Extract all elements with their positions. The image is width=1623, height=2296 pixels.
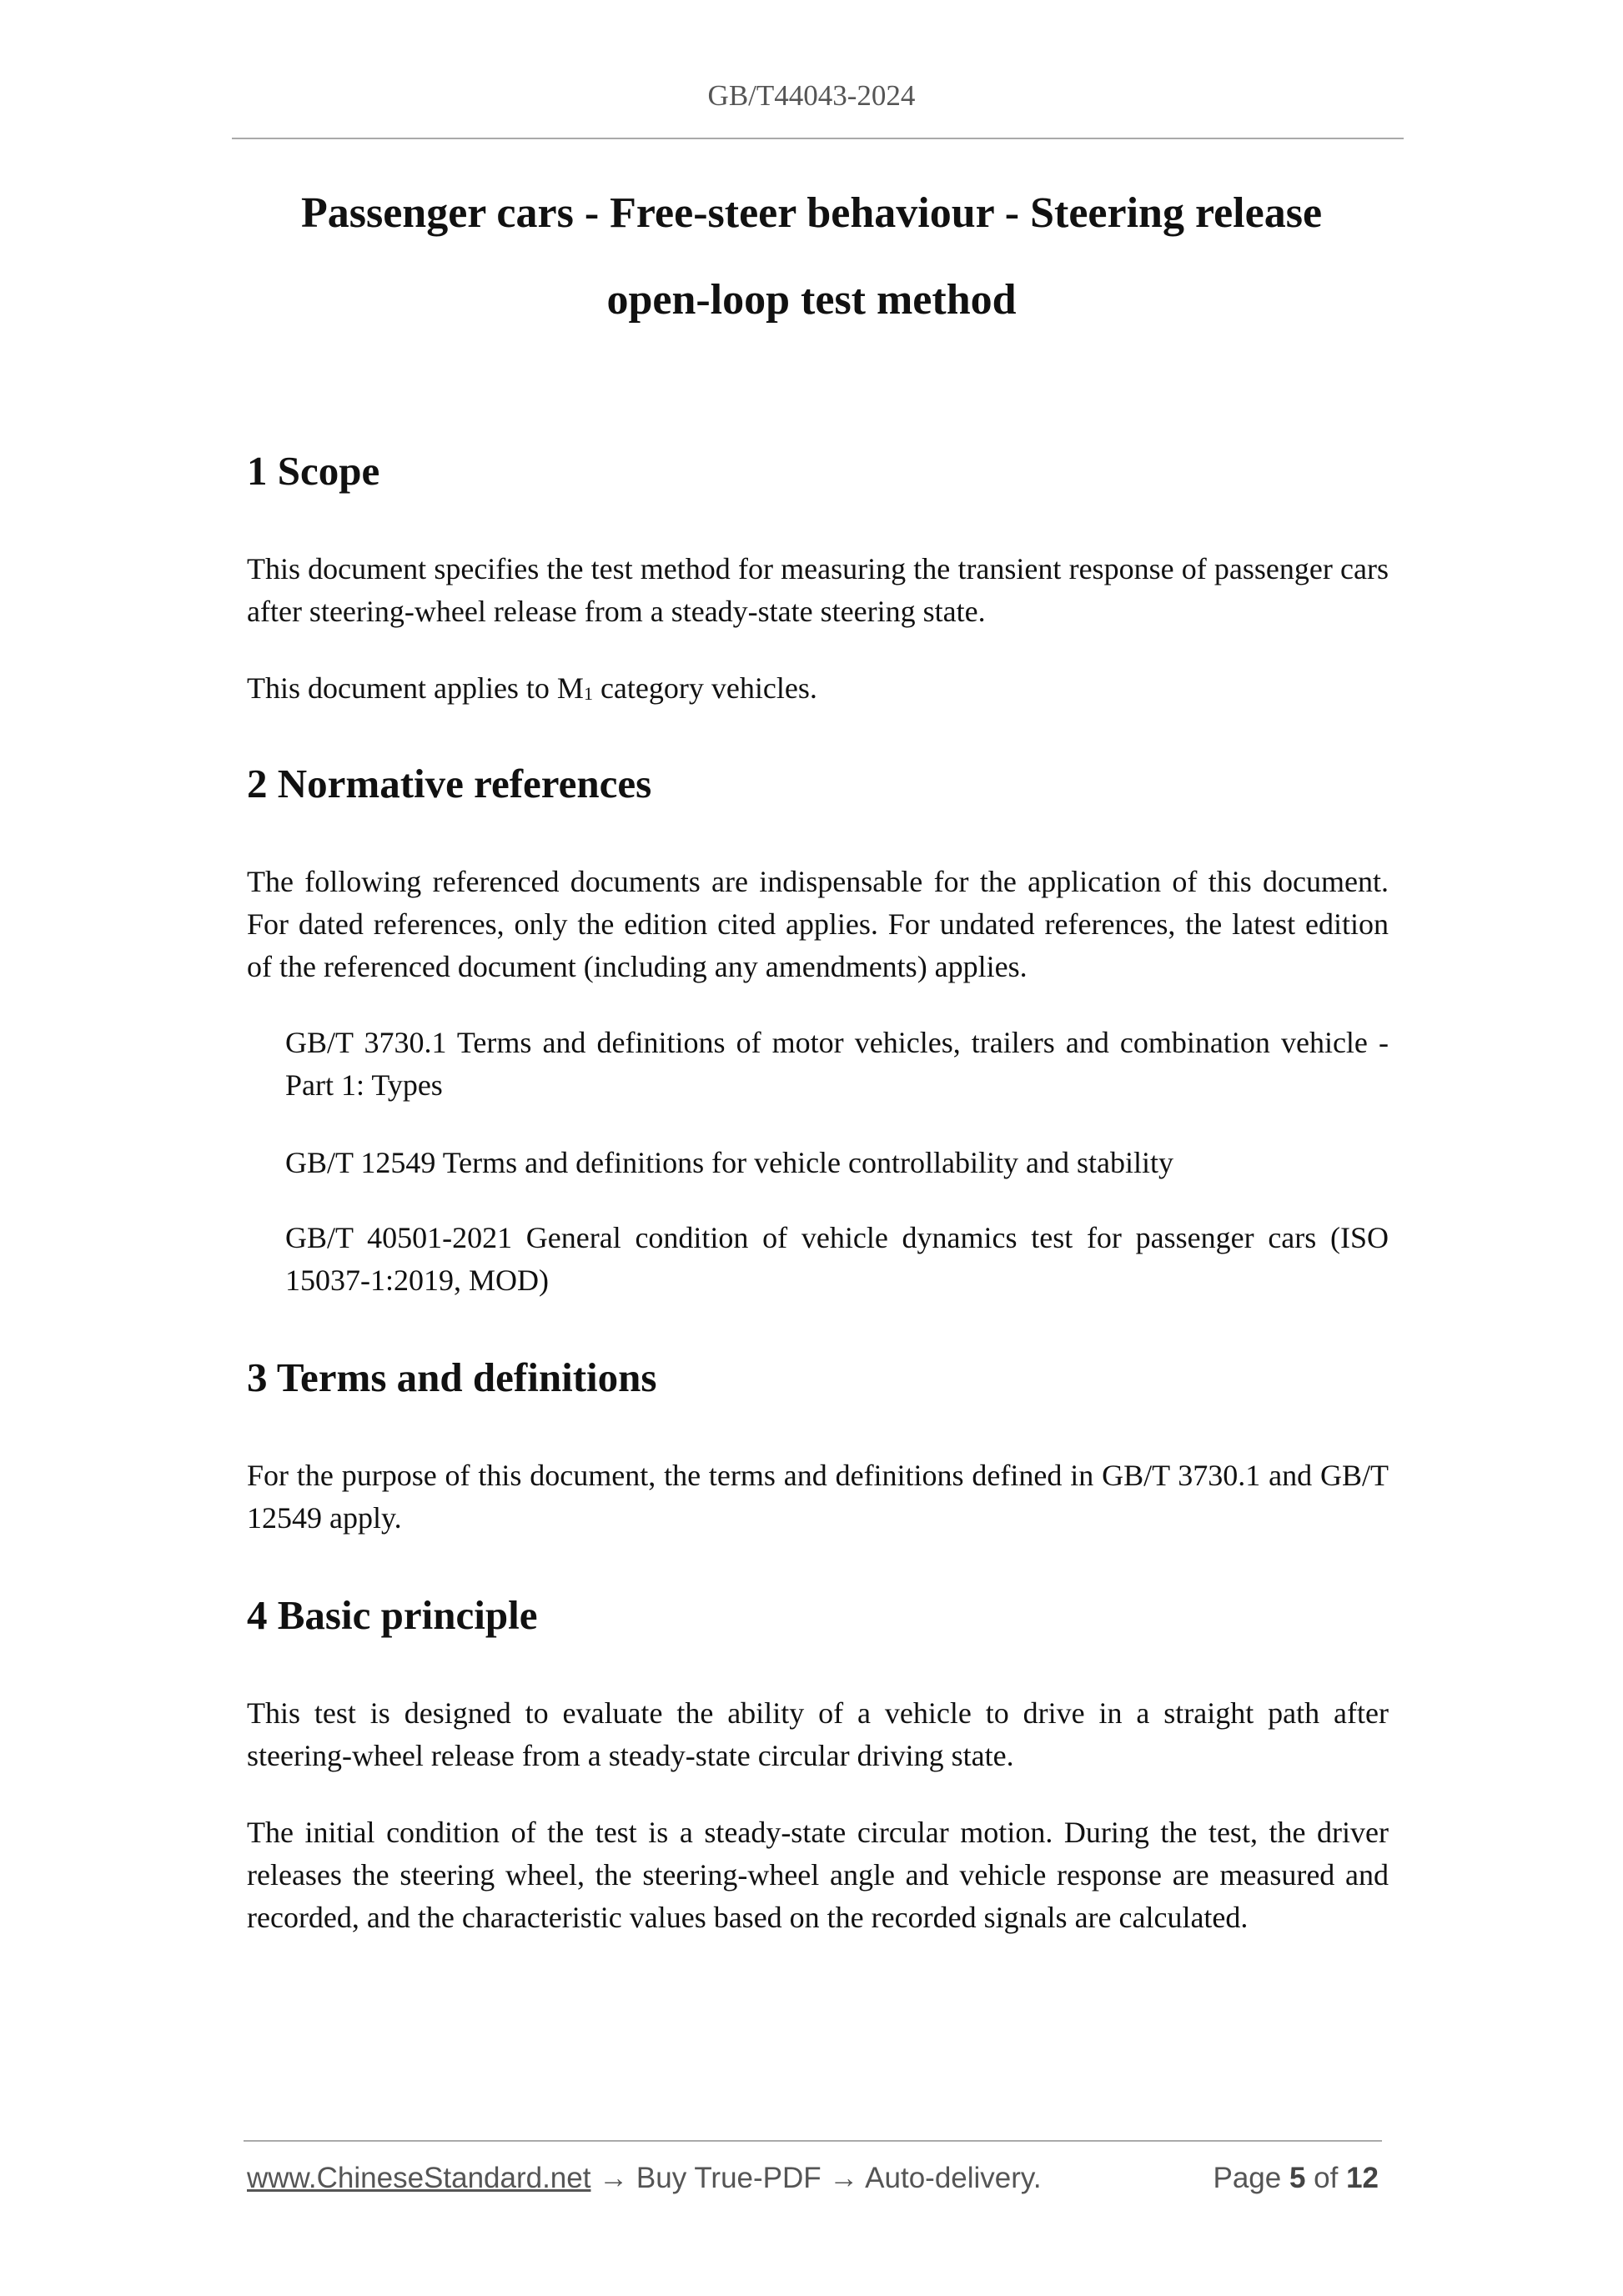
footer-promo bbox=[247, 2162, 1042, 2195]
heading-basic-principle: 4 Basic principle bbox=[247, 1592, 538, 1638]
reference-item: GB/T 40501-2021 General condition of vehicle dynamics test for passenger cars (ISO 15037-1:2019, MOD) bbox=[285, 1221, 1389, 1297]
footer bbox=[247, 2162, 1379, 2195]
page-label: Page bbox=[1213, 2162, 1289, 2194]
paragraph: For the purpose of this document, the terms and definitions defined in GB/T 3730.1 and GB/T 12549 apply. bbox=[247, 1459, 1389, 1535]
paragraph: This document specifies the test method for measuring the transient response of passenger cars after steering-wheel release from a steady-state steering state. bbox=[247, 552, 1389, 628]
document-id-header: GB/T44043-2024 bbox=[707, 79, 916, 112]
paragraph bbox=[247, 667, 1389, 715]
website-link[interactable]: www.ChineseStandard.net bbox=[247, 2162, 591, 2194]
subscript: 1 bbox=[583, 683, 593, 704]
arrow-icon: → bbox=[599, 2162, 629, 2194]
text: This document applies to M bbox=[247, 671, 584, 705]
buy-text: Buy True-PDF bbox=[628, 2162, 830, 2194]
heading-scope: 1 Scope bbox=[247, 448, 380, 494]
reference-item: GB/T 3730.1 Terms and definitions of motor vehicles, trailers and combination vehicle - Part 1: Types bbox=[285, 1026, 1389, 1102]
page-indicator bbox=[1213, 2162, 1379, 2195]
arrow-icon: → bbox=[829, 2162, 859, 2194]
current-page: 5 bbox=[1289, 2162, 1306, 2194]
of-label: of bbox=[1305, 2162, 1347, 2194]
paragraph: This test is designed to evaluate the ability of a vehicle to drive in a straight path after steering-wheel release from a steady-state circular driving state. bbox=[247, 1696, 1389, 1772]
auto-delivery-text: Auto-delivery. bbox=[858, 2162, 1042, 2194]
title-line-1: Passenger cars - Free-steer behaviour - Steering release bbox=[300, 189, 1323, 237]
total-pages: 12 bbox=[1346, 2162, 1379, 2194]
heading-normative-references: 2 Normative references bbox=[247, 761, 652, 806]
header-divider bbox=[232, 138, 1404, 139]
title-line-2: open-loop test method bbox=[606, 276, 1017, 324]
footer-divider bbox=[244, 2140, 1382, 2142]
reference-item: GB/T 12549 Terms and definitions for vehicle controllability and stability bbox=[285, 1146, 1173, 1179]
paragraph: The initial condition of the test is a steady-state circular motion. During the test, the driver releases the steering wheel, the steering-wheel angle and vehicle response are measured and recorded, and the characteristic values based on the recorded signals are calculated. bbox=[247, 1816, 1389, 1934]
text: category vehicles. bbox=[592, 671, 817, 705]
heading-terms-and-definitions: 3 Terms and definitions bbox=[247, 1354, 657, 1400]
paragraph: The following referenced documents are indispensable for the application of this document. For dated references, only the edition cited applies. For undated references, the latest edition of the referenced document (including any amendments) applies. bbox=[247, 865, 1389, 983]
